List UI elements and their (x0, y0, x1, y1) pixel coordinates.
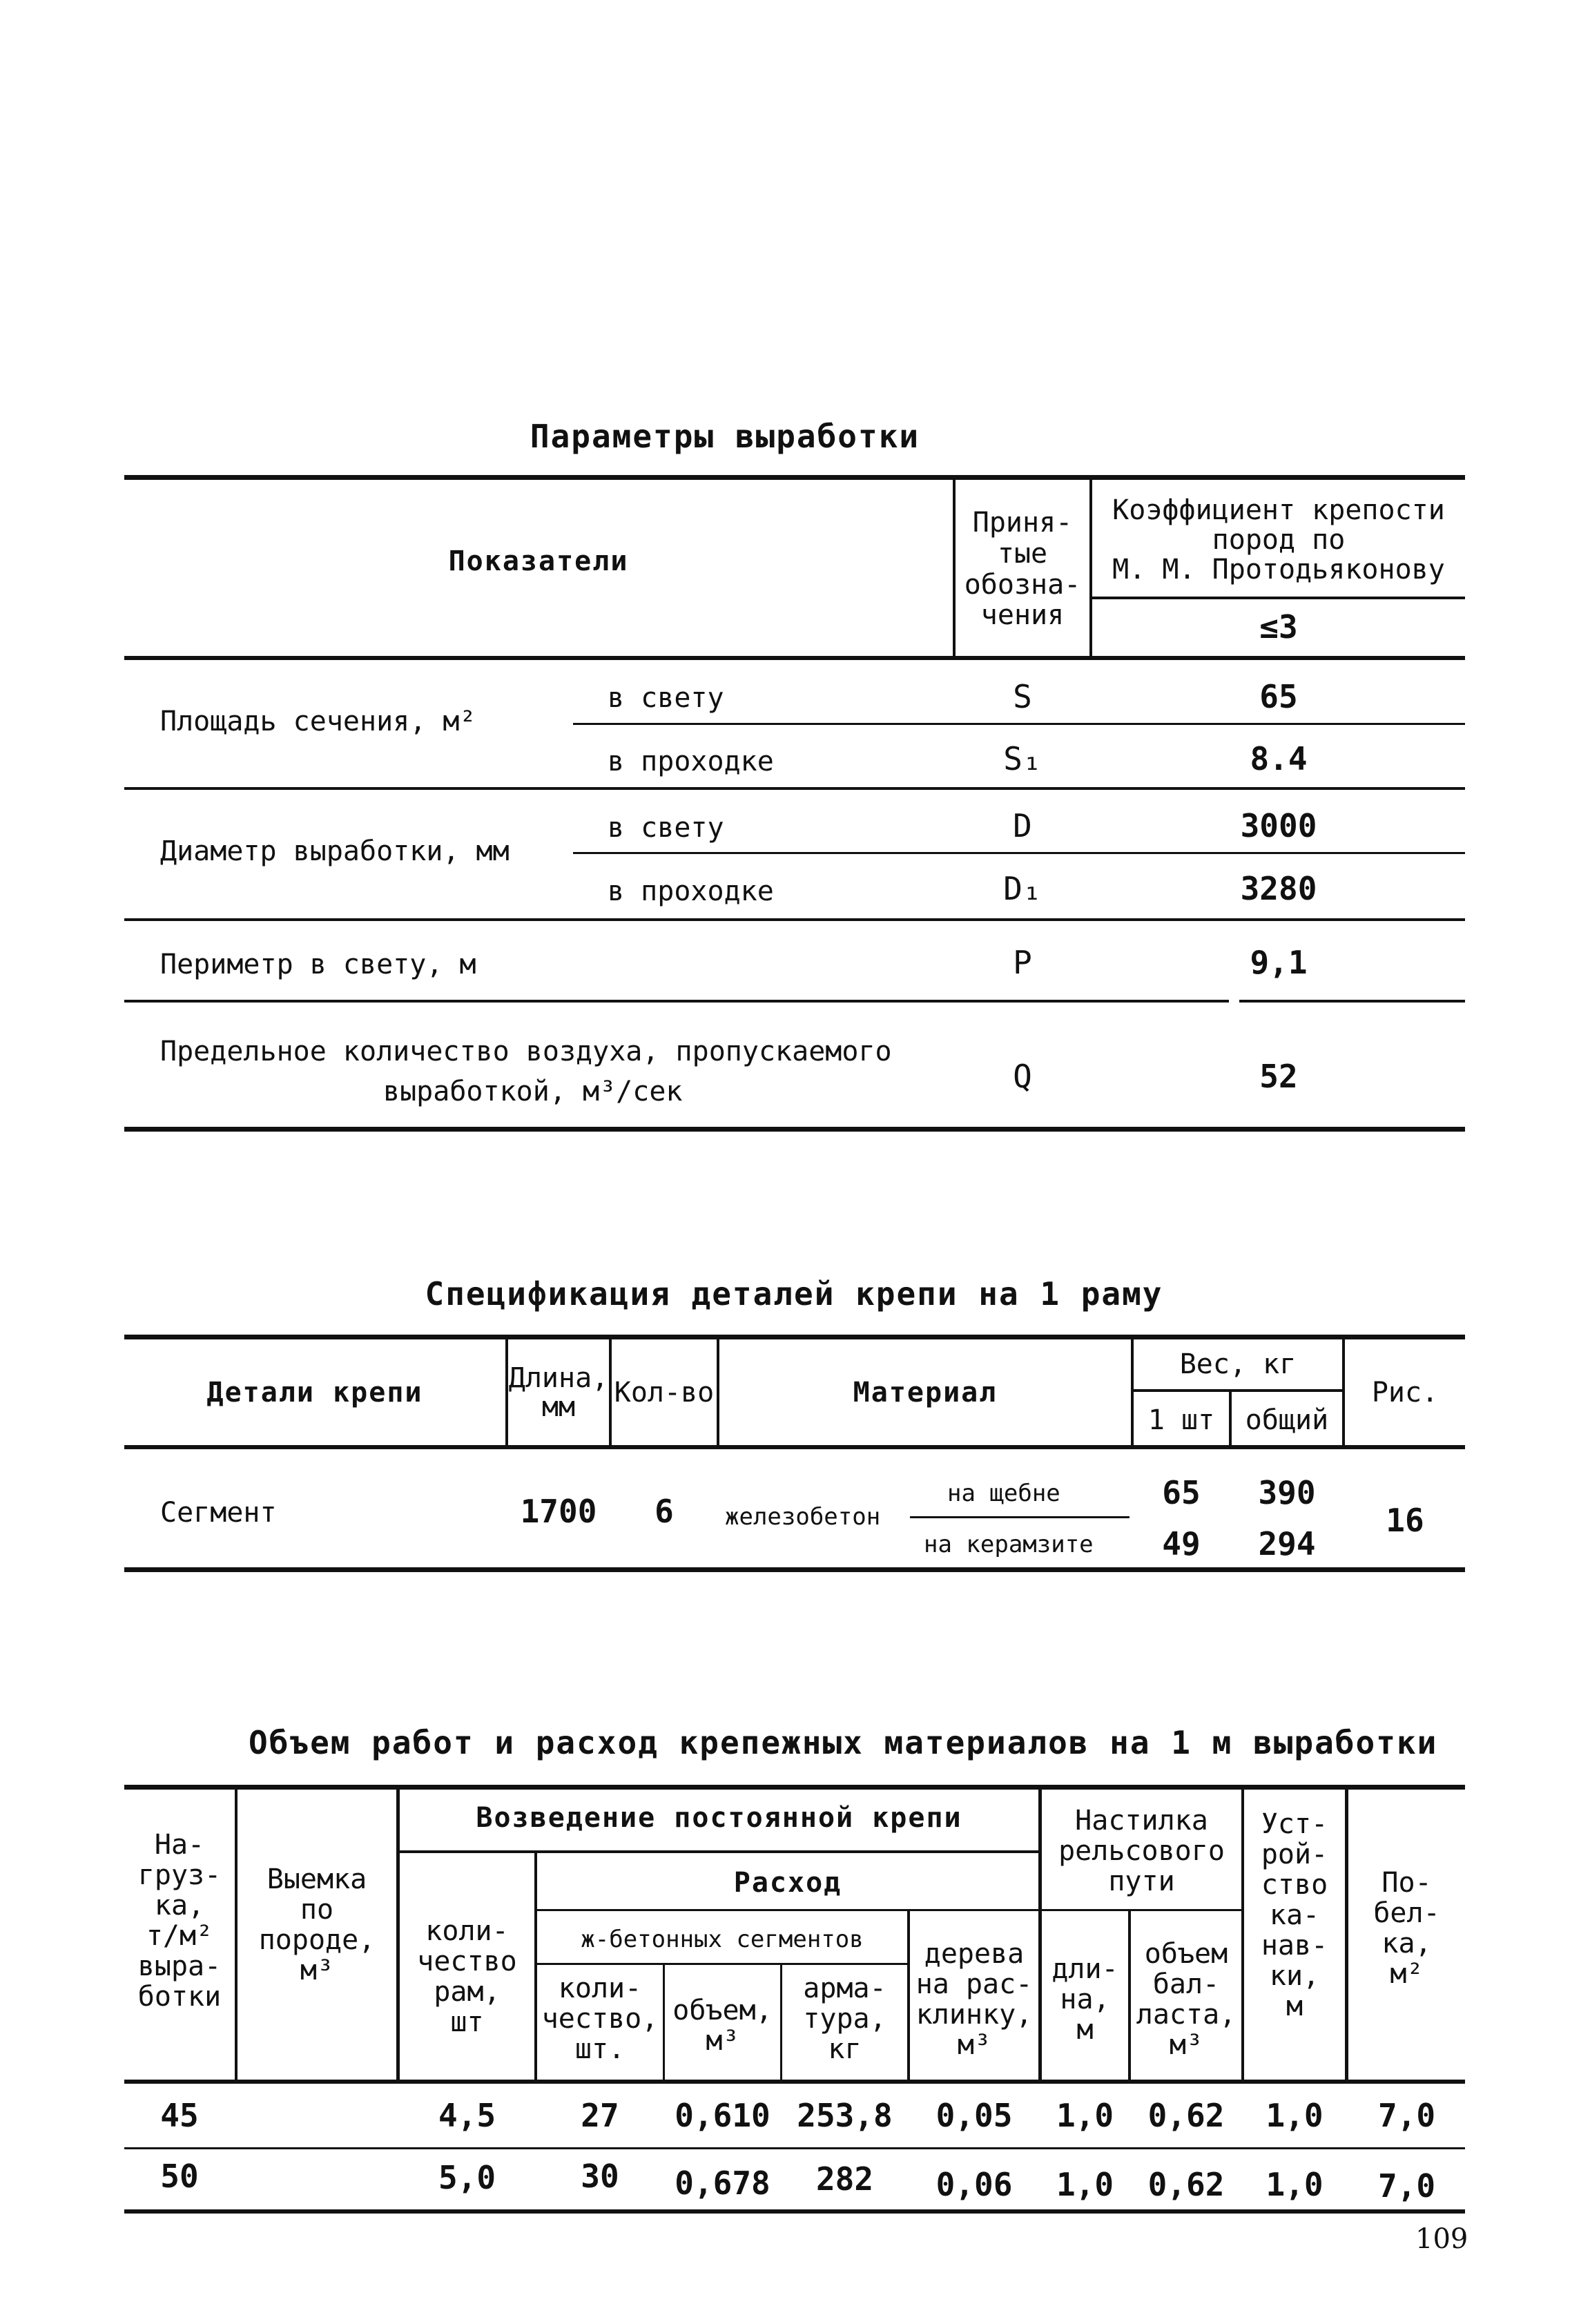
table-3-header-rule (124, 2080, 1465, 2084)
t3-row-2-seg-qty: 30 (581, 2158, 619, 2195)
t3-header-excavation: Выемка по породе, м³ (258, 1863, 376, 1986)
segment-material-rule (910, 1516, 1130, 1518)
area-exc-value: 8.4 (1250, 740, 1308, 777)
t3-row-2-seg-vol: 0,678 (675, 2165, 770, 2202)
table-2-header-weight-one: 1 шт (1147, 1404, 1215, 1436)
table-3-segments-rule (534, 1963, 907, 1965)
table-3-erection-rule (396, 1850, 1038, 1853)
table-1-coef-rule (1089, 597, 1465, 599)
t3-header-load: На- груз- ка, т/м² выра- ботки (137, 1829, 222, 2013)
t3-row-1-seg-vol: 0,610 (675, 2097, 770, 2134)
table-3-consumption-rule (534, 1909, 1038, 1911)
table-1-header-coef: Коэффициент крепости пород по М. М. Протодьяконову (1112, 494, 1445, 586)
t3-header-ditch: Уст- рой- ство ка- нав- ки, м (1261, 1808, 1328, 2022)
table-2-header-parts: Детали крепи (206, 1377, 423, 1408)
table-2-bottom-rule (124, 1567, 1465, 1572)
t3-header-whitewash: По- бел- ка, м² (1373, 1867, 1440, 1990)
table-2-header-weight: Вес, кг (1179, 1348, 1297, 1380)
t3-row-2-frames: 5,0 (438, 2159, 496, 2196)
diameter-clear-label: в свету (608, 812, 724, 844)
table-2-header-fig: Рис. (1371, 1377, 1439, 1408)
diameter-label: Диаметр выработки, мм (160, 835, 510, 867)
air-label-line-1: Предельное количество воздуха, пропускаемого (160, 1036, 892, 1067)
segment-weight-one-2: 49 (1162, 1525, 1201, 1562)
table-1-top-rule (124, 475, 1465, 480)
t3-row-2-track-len: 1,0 (1056, 2166, 1114, 2203)
t3-row-1-track-ballast: 0,62 (1147, 2097, 1225, 2134)
table-2-header-qty: Кол-во (614, 1377, 715, 1408)
table-2-title: Спецификация деталей крепи на 1 раму (425, 1275, 1163, 1313)
table-1-area-mid-rule (573, 723, 1465, 725)
t3-header-seg-rebar: арма- тура, кг (803, 1973, 886, 2065)
segment-name: Сегмент (160, 1497, 277, 1529)
segment-material: железобетон (725, 1503, 881, 1531)
segment-length: 1700 (520, 1493, 597, 1530)
t3-header-seg-vol: объем, м³ (672, 1995, 773, 2057)
table-1-header-rule (124, 656, 1465, 660)
area-label: Площадь сечения, м² (160, 706, 476, 737)
table-1-header-coef-value: ≤3 (1259, 608, 1298, 646)
segment-qty: 6 (655, 1493, 674, 1530)
table-2-header-length: Длина, мм (508, 1362, 609, 1423)
segment-variant-2: на керамзите (924, 1531, 1094, 1558)
t3-row-1-wood: 0,05 (935, 2097, 1013, 2134)
diameter-clear-symbol: D (1013, 807, 1032, 844)
t3-row-1-seg-qty: 27 (581, 2097, 619, 2134)
area-exc-label: в проходке (608, 746, 774, 777)
t3-row-1-frames: 4,5 (438, 2097, 496, 2134)
diameter-exc-symbol: D₁ (1003, 870, 1042, 907)
table-3-track-rule (1041, 1909, 1241, 1911)
table-1-bottom-rule (124, 1127, 1465, 1132)
t3-row-1-load: 45 (160, 2097, 199, 2134)
t3-header-frames: коли- чество рам, шт (417, 1915, 517, 2038)
segment-weight-one-1: 65 (1162, 1474, 1201, 1511)
table-1-header-symbols: Приня- тые обозна- чения (964, 507, 1081, 632)
table-2-header-material: Материал (853, 1377, 998, 1408)
t3-header-erection: Возведение постоянной крепи (476, 1802, 962, 1834)
t3-header-wood: дерева на рас- клинку, м³ (915, 1938, 1033, 2061)
perimeter-value: 9,1 (1250, 944, 1308, 981)
page-number: 109 (1415, 2223, 1468, 2255)
t3-row-2-ditch: 1,0 (1266, 2166, 1324, 2203)
t3-row-1-ditch: 1,0 (1266, 2097, 1324, 2134)
table-3-top-rule (124, 1785, 1465, 1790)
segment-fig: 16 (1386, 1502, 1424, 1539)
table-1-diam-rule (124, 918, 1465, 921)
perimeter-symbol: P (1013, 944, 1032, 981)
table-1-title: Параметры выработки (530, 418, 920, 455)
t3-header-track-ballast: объем бал- ласта, м³ (1136, 1938, 1237, 2061)
table-1-header-indicators: Показатели (448, 545, 629, 577)
diameter-clear-value: 3000 (1240, 807, 1317, 844)
air-value: 52 (1259, 1058, 1298, 1095)
table-1-perim-rule-b (1239, 1000, 1465, 1003)
segment-weight-total-2: 294 (1258, 1525, 1316, 1562)
area-exc-symbol: S₁ (1003, 740, 1042, 777)
t3-header-segments: ж-бетонных сегментов (581, 1926, 864, 1953)
table-3-title: Объем работ и расход крепежных материалов на 1 м выработки (249, 1724, 1438, 1761)
t3-row-2-whitewash: 7,0 (1377, 2167, 1436, 2205)
t3-row-2-load: 50 (160, 2158, 199, 2195)
table-3-row-rule (124, 2147, 1465, 2149)
area-clear-value: 65 (1259, 678, 1298, 715)
area-clear-symbol: S (1013, 678, 1032, 715)
table-1-diam-mid-rule (573, 852, 1465, 854)
segment-variant-1: на щебне (947, 1480, 1060, 1507)
t3-row-1-track-len: 1,0 (1056, 2097, 1114, 2134)
table-2-header-rule (124, 1445, 1465, 1449)
table-1-area-rule (124, 787, 1465, 790)
table-2-weight-rule (1131, 1389, 1342, 1392)
table-1-perim-rule-a (124, 1000, 1229, 1003)
area-clear-label: в свету (608, 682, 724, 714)
segment-weight-total-1: 390 (1258, 1474, 1316, 1511)
t3-header-consumption: Расход (733, 1867, 842, 1899)
t3-row-2-track-ballast: 0,62 (1147, 2166, 1225, 2203)
table-2-header-weight-total: общий (1245, 1404, 1329, 1436)
air-symbol: Q (1013, 1058, 1032, 1095)
diameter-exc-value: 3280 (1240, 870, 1317, 907)
t3-row-2-wood: 0,06 (935, 2166, 1013, 2203)
table-3-bottom-rule (124, 2209, 1465, 2214)
t3-row-1-seg-rebar: 253,8 (797, 2097, 893, 2134)
t3-header-track-len: дли- на, м (1051, 1953, 1118, 2046)
air-label-line-2: выработкой, м³/сек (383, 1076, 683, 1107)
perimeter-label: Периметр в свету, м (160, 949, 476, 980)
t3-header-seg-qty: коли- чество, шт. (541, 1973, 659, 2065)
t3-row-1-whitewash: 7,0 (1377, 2097, 1436, 2134)
diameter-exc-label: в проходке (608, 875, 774, 907)
table-2-top-rule (124, 1335, 1465, 1339)
t3-header-track: Настилка рельсового пути (1058, 1805, 1225, 1897)
t3-row-2-seg-rebar: 282 (815, 2160, 874, 2198)
